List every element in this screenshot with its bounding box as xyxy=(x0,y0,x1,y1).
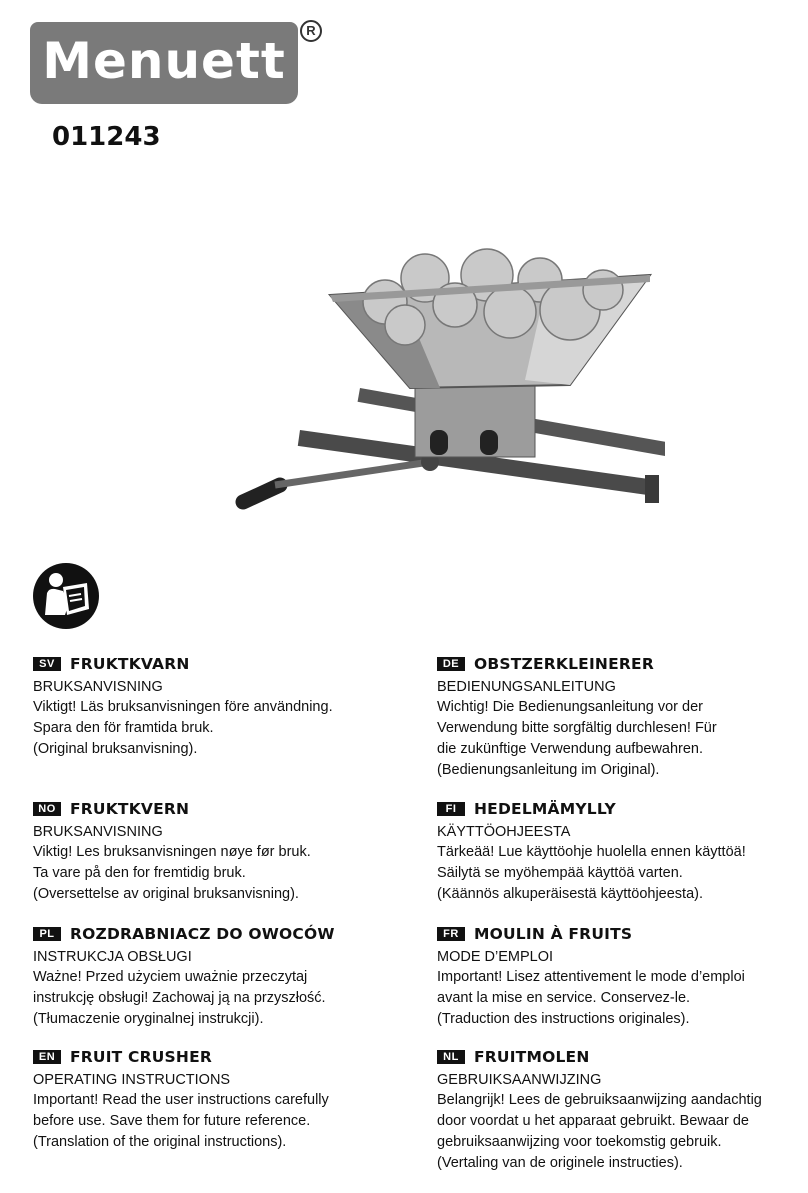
section-pl xyxy=(33,923,413,1030)
section-title: FRUITMOLEN xyxy=(474,1048,590,1066)
language-code: EN xyxy=(33,1050,61,1064)
section-fi xyxy=(437,798,787,905)
brand-logo xyxy=(30,22,298,104)
section-text: Important! Lisez attentivement le mode d’emploi avant la mise en service. Conservez-le. (Traduction des instructions originales). xyxy=(437,969,745,1027)
language-code: FR xyxy=(437,927,465,941)
language-code: FI xyxy=(437,802,465,816)
section-nl xyxy=(437,1046,787,1174)
language-code: NO xyxy=(33,802,61,816)
section-text: Viktigt! Läs bruksanvisningen före användning. Spara den för framtida bruk. (Original bruksanvisning). xyxy=(33,699,333,757)
section-no xyxy=(33,798,413,905)
section-subtitle: MODE D’EMPLOI xyxy=(437,949,554,965)
language-code: NL xyxy=(437,1050,465,1064)
section-title: FRUKTKVERN xyxy=(70,800,190,818)
section-subtitle: BEDIENUNGSANLEITUNG xyxy=(437,679,616,695)
registered-mark: R xyxy=(300,20,322,42)
section-title: HEDELMÄMYLLY xyxy=(474,800,616,818)
section-fr xyxy=(437,923,787,1030)
fruit-crusher-image xyxy=(225,230,665,530)
section-subtitle: GEBRUIKSAANWIJZING xyxy=(437,1072,602,1088)
section-title: MOULIN À FRUITS xyxy=(474,925,633,943)
section-title: OBSTZERKLEINERER xyxy=(474,655,654,673)
section-subtitle: BRUKSANVISNING xyxy=(33,824,163,840)
model-number: 011243 xyxy=(52,122,161,152)
section-text: Ważne! Przed użyciem uważnie przeczytaj instrukcję obsługi! Zachowaj ją na przyszłość. (Tłumaczenie oryginalnej instrukcji). xyxy=(33,969,326,1027)
section-title: FRUKTKVARN xyxy=(70,655,190,673)
section-de xyxy=(437,653,787,781)
language-code: PL xyxy=(33,927,61,941)
section-subtitle: OPERATING INSTRUCTIONS xyxy=(33,1072,231,1088)
section-text: Belangrijk! Lees de gebruiksaanwijzing aandachtig door voordat u het apparaat gebruikt. Bewaar de gebruiksaanwijzing voor toekomstig gebruik. (Vertaling van de originele instructies). xyxy=(437,1092,762,1171)
section-text: Important! Read the user instructions carefully before use. Save them for future reference. (Translation of the original instructions). xyxy=(33,1092,329,1150)
read-manual-icon xyxy=(33,563,99,629)
section-text: Wichtig! Die Bedienungsanleitung vor der Verwendung bitte sorgfältig durchlesen! Für die zukünftige Verwendung aufbewahren. (Bedienungsanleitung im Original). xyxy=(437,699,717,778)
language-code: SV xyxy=(33,657,61,671)
section-title: FRUIT CRUSHER xyxy=(70,1048,213,1066)
section-sv xyxy=(33,653,413,760)
section-text: Tärkeää! Lue käyttöohje huolella ennen käyttöä! Säilytä se myöhempää käyttöä varten. (Käännös alkuperäisestä käyttöohjeesta). xyxy=(437,844,746,902)
section-en xyxy=(33,1046,413,1153)
language-code: DE xyxy=(437,657,465,671)
section-subtitle: KÄYTTÖOHJEESTA xyxy=(437,824,571,840)
brand-name: Menuett xyxy=(42,32,286,90)
section-title: ROZDRABNIACZ DO OWOCÓW xyxy=(70,925,335,943)
section-text: Viktig! Les bruksanvisningen nøye før bruk. Ta vare på den for fremtidig bruk. (Oversettelse av original bruksanvisning). xyxy=(33,844,311,902)
section-subtitle: INSTRUKCJA OBSŁUGI xyxy=(33,949,192,965)
section-subtitle: BRUKSANVISNING xyxy=(33,679,163,695)
